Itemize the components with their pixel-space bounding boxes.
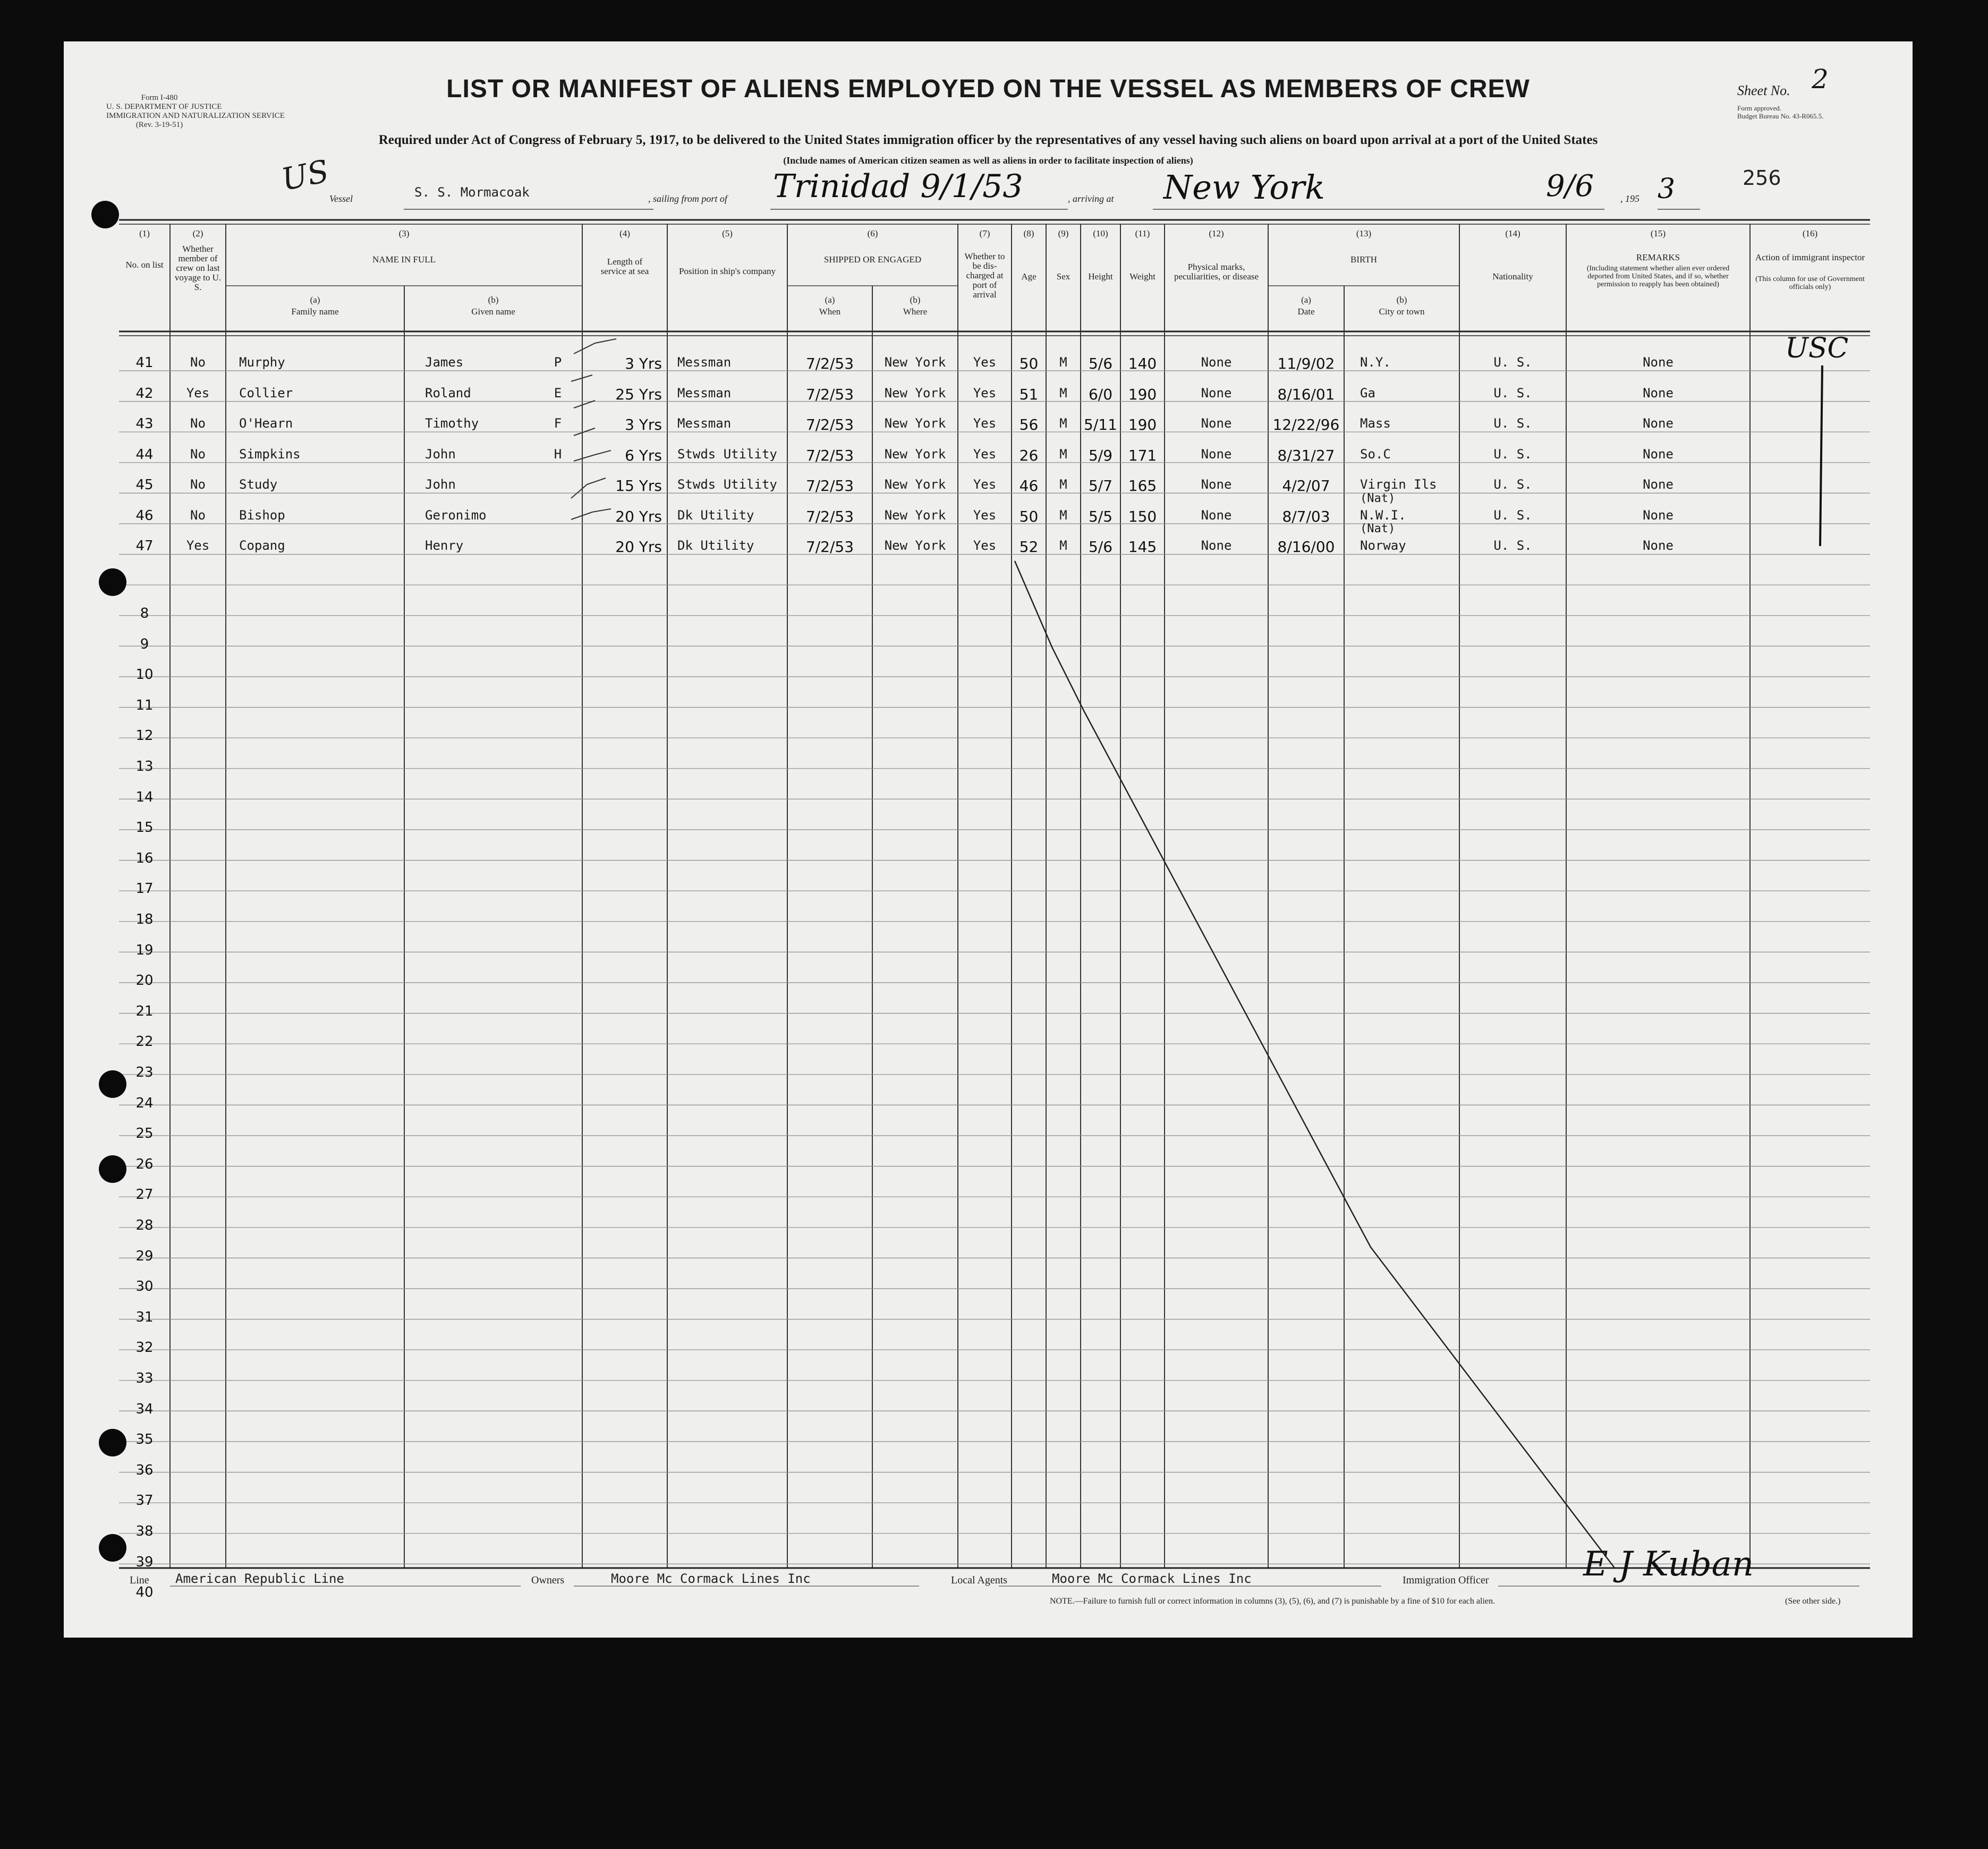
col-num-14: (14) bbox=[1505, 228, 1520, 238]
discharged-cell: Yes bbox=[973, 416, 997, 431]
family-name-cell: Bishop bbox=[239, 507, 285, 523]
given-name-cell: Henry bbox=[425, 538, 464, 553]
year-digit: 3 bbox=[1658, 173, 1676, 205]
row-number: 36 bbox=[135, 1462, 154, 1478]
vessel-label: Vessel bbox=[329, 193, 353, 204]
birth-city-cell: Norway bbox=[1360, 538, 1406, 553]
age-cell: 52 bbox=[1019, 538, 1039, 556]
height-cell: 6/0 bbox=[1088, 385, 1113, 403]
weight-cell: 150 bbox=[1128, 507, 1157, 525]
row-number: 25 bbox=[135, 1126, 154, 1142]
header-action-note: (This column for use of Government officials only) bbox=[1755, 275, 1865, 291]
stamp-number: 256 bbox=[1743, 166, 1781, 190]
footer-line-label: Line bbox=[130, 1574, 149, 1586]
header-nationality: Nationality bbox=[1492, 271, 1533, 282]
footer-see-other: (See other side.) bbox=[1785, 1597, 1841, 1606]
age-cell: 51 bbox=[1019, 385, 1039, 403]
footer-owners-label: Owners bbox=[531, 1574, 565, 1586]
birth-city-cell: So.C bbox=[1360, 446, 1391, 462]
row-number: 16 bbox=[135, 850, 154, 866]
age-cell: 50 bbox=[1019, 355, 1039, 372]
nationality-cell: U. S. bbox=[1493, 507, 1532, 523]
nat-note: (Nat) bbox=[1360, 491, 1396, 505]
age-cell: 56 bbox=[1019, 416, 1039, 433]
binder-hole bbox=[99, 1155, 126, 1183]
footer-note: NOTE.—Failure to furnish full or correct information in columns (3), (5), (6), and (7) is punishable by a fine of $10 for each alien. bbox=[1050, 1597, 1495, 1606]
row-number: 39 bbox=[135, 1554, 154, 1570]
row-number: 21 bbox=[135, 1003, 154, 1019]
row-number: 14 bbox=[135, 789, 154, 805]
header-family-name: Family name bbox=[291, 306, 339, 317]
row-number: 8 bbox=[140, 606, 149, 621]
position-cell: Stwds Utility bbox=[677, 446, 777, 462]
where-cell: New York bbox=[884, 355, 946, 370]
col-num-6: (6) bbox=[867, 228, 878, 238]
row-number: 13 bbox=[135, 759, 154, 774]
footer-agents-value: Moore Mc Cormack Lines Inc bbox=[1052, 1571, 1252, 1586]
header-birth-date-a: (a) bbox=[1301, 295, 1311, 305]
arriving-at: New York bbox=[1163, 168, 1325, 207]
arrival-date: 9/6 bbox=[1546, 169, 1594, 203]
member-cell: No bbox=[190, 446, 206, 462]
header-birth-city-b: (b) bbox=[1396, 295, 1407, 305]
birth-city-cell: N.Y. bbox=[1360, 355, 1391, 370]
remarks-cell: None bbox=[1643, 416, 1673, 431]
when-cell: 7/2/53 bbox=[805, 507, 854, 525]
remarks-cell: None bbox=[1643, 507, 1673, 523]
given-name-cell: John bbox=[425, 446, 456, 462]
when-cell: 7/2/53 bbox=[805, 416, 854, 433]
row-number: 17 bbox=[135, 881, 154, 897]
given-name-cell: James bbox=[425, 355, 464, 370]
service-cell: 25 Yrs bbox=[615, 385, 662, 403]
header-physical: Physical marks, peculiarities, or disease bbox=[1174, 262, 1259, 282]
row-number: 28 bbox=[135, 1217, 154, 1233]
height-cell: 5/9 bbox=[1088, 446, 1113, 464]
family-name-cell: Study bbox=[239, 477, 278, 492]
header-discharged: Whether to be dis-charged at port of arrival bbox=[964, 251, 1005, 300]
service-cell: 15 Yrs bbox=[615, 477, 662, 495]
page-title: LIST OR MANIFEST OF ALIENS EMPLOYED ON THE VESSEL AS MEMBERS OF CREW bbox=[446, 75, 1530, 103]
age-cell: 46 bbox=[1019, 477, 1039, 495]
initial-cell: F bbox=[554, 416, 562, 431]
member-cell: No bbox=[190, 416, 206, 431]
col-num-16: (16) bbox=[1802, 228, 1818, 238]
sex-cell: M bbox=[1059, 355, 1067, 370]
sex-cell: M bbox=[1059, 416, 1067, 431]
cancel-line bbox=[1015, 561, 1615, 1569]
birth-city-cell: N.W.I. bbox=[1360, 507, 1406, 523]
member-cell: Yes bbox=[186, 538, 210, 553]
col-num-5: (5) bbox=[722, 228, 733, 238]
where-cell: New York bbox=[884, 385, 946, 401]
initial-cell: E bbox=[554, 385, 562, 401]
service-cell: 20 Yrs bbox=[615, 507, 662, 525]
header-remarks-note: (Including statement whether alien ever ordered deported from United States, and if so, whether permission to reapply has been obtained) bbox=[1586, 265, 1730, 288]
row-number: 24 bbox=[135, 1095, 154, 1111]
header-family-a: (a) bbox=[310, 295, 320, 305]
requirement-text: Required under Act of Congress of February 5, 1917, to be delivered to the United States immigration officer by the representatives of any vessel having such aliens on board upon arrival at a port of the United States bbox=[378, 133, 1598, 147]
row-number: 47 bbox=[135, 538, 154, 554]
row-number: 35 bbox=[135, 1432, 154, 1448]
row-number: 12 bbox=[135, 728, 154, 744]
row-number: 23 bbox=[135, 1064, 154, 1080]
height-cell: 5/5 bbox=[1088, 507, 1113, 525]
sailing-from: Trinidad 9/1/53 bbox=[773, 168, 1023, 205]
vessel-handwritten-mark: US bbox=[278, 152, 332, 198]
binder-hole bbox=[99, 1534, 126, 1562]
family-name-cell: Murphy bbox=[239, 355, 285, 370]
manifest-sheet bbox=[64, 41, 1913, 1638]
birth-city-cell: Virgin Ils bbox=[1360, 477, 1437, 492]
physical-cell: None bbox=[1201, 385, 1232, 401]
header-shipped: SHIPPED OR ENGAGED bbox=[823, 254, 922, 265]
age-cell: 26 bbox=[1019, 446, 1039, 464]
remarks-cell: None bbox=[1643, 446, 1673, 462]
header-when: When bbox=[819, 306, 841, 317]
header-weight: Weight bbox=[1129, 271, 1156, 282]
birth-date-cell: 8/31/27 bbox=[1277, 446, 1335, 464]
weight-cell: 190 bbox=[1128, 416, 1157, 433]
nat-note: (Nat) bbox=[1360, 522, 1396, 535]
row-number: 45 bbox=[135, 477, 154, 493]
birth-city-cell: Ga bbox=[1360, 385, 1375, 401]
header-no-on-list: No. on list bbox=[125, 260, 164, 270]
nationality-cell: U. S. bbox=[1493, 416, 1532, 431]
header-birth-date: Date bbox=[1297, 306, 1315, 317]
given-name-cell: Roland bbox=[425, 385, 471, 401]
footer-agents-label: Local Agents bbox=[951, 1574, 1008, 1586]
physical-cell: None bbox=[1201, 416, 1232, 431]
header-given-b: (b) bbox=[488, 295, 499, 305]
when-cell: 7/2/53 bbox=[805, 477, 854, 495]
discharged-cell: Yes bbox=[973, 446, 997, 462]
position-cell: Messman bbox=[677, 385, 732, 401]
service-cell: 6 Yrs bbox=[625, 446, 662, 464]
row-number: 37 bbox=[135, 1493, 154, 1509]
binder-hole bbox=[91, 201, 119, 228]
header-given-name: Given name bbox=[471, 306, 515, 317]
include-note: (Include names of American citizen seamen as well as aliens in order to facilitate inspection of aliens) bbox=[783, 155, 1193, 166]
birth-city-cell: Mass bbox=[1360, 416, 1391, 431]
row-number: 27 bbox=[135, 1187, 154, 1203]
height-cell: 5/7 bbox=[1088, 477, 1113, 495]
when-cell: 7/2/53 bbox=[805, 355, 854, 372]
where-cell: New York bbox=[884, 538, 946, 553]
remarks-cell: None bbox=[1643, 538, 1673, 553]
header-action: Action of immigrant inspector bbox=[1755, 252, 1865, 262]
col-num-13: (13) bbox=[1356, 228, 1372, 238]
birth-date-cell: 4/2/07 bbox=[1282, 477, 1330, 495]
position-cell: Dk Utility bbox=[677, 538, 754, 553]
binder-hole bbox=[99, 568, 126, 596]
row-number: 10 bbox=[135, 667, 154, 683]
where-cell: New York bbox=[884, 477, 946, 492]
footer-owners-value: Moore Mc Cormack Lines Inc bbox=[611, 1571, 811, 1586]
where-cell: New York bbox=[884, 416, 946, 431]
birth-date-cell: 11/9/02 bbox=[1277, 355, 1335, 372]
header-position: Position in ship's company bbox=[678, 266, 776, 276]
header-length-service: Length of service at sea bbox=[600, 257, 649, 276]
col-num-1: (1) bbox=[139, 228, 150, 238]
member-cell: No bbox=[190, 355, 206, 370]
footer-officer-label: Immigration Officer bbox=[1403, 1574, 1489, 1586]
approval-note: Form approved. Budget Bureau No. 43-R065.5. bbox=[1737, 104, 1824, 120]
row-number: 46 bbox=[135, 507, 154, 524]
sex-cell: M bbox=[1059, 446, 1067, 462]
initial-cell: P bbox=[554, 355, 562, 370]
col-num-4: (4) bbox=[619, 228, 630, 238]
header-where-b: (b) bbox=[910, 295, 921, 305]
row-number: 15 bbox=[135, 820, 154, 836]
header-height: Height bbox=[1088, 271, 1113, 282]
height-cell: 5/6 bbox=[1088, 538, 1113, 556]
nationality-cell: U. S. bbox=[1493, 446, 1532, 462]
row-number: 42 bbox=[135, 385, 154, 402]
col-num-12: (12) bbox=[1209, 228, 1224, 238]
service-cell: 3 Yrs bbox=[625, 355, 662, 372]
member-cell: Yes bbox=[186, 385, 210, 401]
sheet-number: 2 bbox=[1812, 64, 1829, 95]
row-number: 31 bbox=[135, 1309, 154, 1325]
row-number: 9 bbox=[140, 636, 149, 652]
weight-cell: 190 bbox=[1128, 385, 1157, 403]
row-number: 11 bbox=[135, 697, 154, 713]
given-name-cell: John bbox=[425, 477, 456, 492]
service-cell: 20 Yrs bbox=[615, 538, 662, 556]
birth-date-cell: 8/7/03 bbox=[1282, 507, 1330, 525]
physical-cell: None bbox=[1201, 355, 1232, 370]
remarks-cell: None bbox=[1643, 355, 1673, 370]
header-birth-city: City or town bbox=[1379, 306, 1425, 317]
age-cell: 50 bbox=[1019, 507, 1039, 525]
service-cell: 3 Yrs bbox=[625, 416, 662, 433]
row-number: 41 bbox=[135, 355, 154, 371]
position-cell: Dk Utility bbox=[677, 507, 754, 523]
weight-cell: 145 bbox=[1128, 538, 1157, 556]
when-cell: 7/2/53 bbox=[805, 446, 854, 464]
col-num-9: (9) bbox=[1058, 228, 1069, 238]
row-number: 19 bbox=[135, 942, 154, 958]
binder-hole bbox=[99, 1429, 126, 1456]
row-number: 22 bbox=[135, 1034, 154, 1050]
row-number: 43 bbox=[135, 416, 154, 432]
discharged-cell: Yes bbox=[973, 477, 997, 492]
weight-cell: 165 bbox=[1128, 477, 1157, 495]
row-number: 32 bbox=[135, 1340, 154, 1356]
row-number: 33 bbox=[135, 1370, 154, 1386]
row-number: 44 bbox=[135, 446, 154, 463]
officer-signature: E J Kuban bbox=[1583, 1545, 1754, 1584]
given-name-cell: Geronimo bbox=[425, 507, 487, 523]
physical-cell: None bbox=[1201, 507, 1232, 523]
footer-line-value: American Republic Line bbox=[175, 1571, 344, 1586]
form-identifier: Form I-480 U. S. DEPARTMENT OF JUSTICE IMMIGRATION AND NATURALIZATION SERVICE (Rev. 3-19-51) bbox=[106, 93, 285, 129]
row-number: 26 bbox=[135, 1156, 154, 1172]
sex-cell: M bbox=[1059, 538, 1067, 553]
position-cell: Stwds Utility bbox=[677, 477, 777, 492]
row-number: 38 bbox=[135, 1523, 154, 1539]
position-cell: Messman bbox=[677, 355, 732, 370]
remarks-cell: None bbox=[1643, 477, 1673, 492]
weight-cell: 140 bbox=[1128, 355, 1157, 372]
nationality-cell: U. S. bbox=[1493, 477, 1532, 492]
sheet-label: Sheet No. bbox=[1737, 83, 1790, 98]
year-prefix: , 195 bbox=[1620, 193, 1639, 204]
remarks-cell: None bbox=[1643, 385, 1673, 401]
arriving-label: , arriving at bbox=[1068, 193, 1114, 204]
birth-date-cell: 8/16/00 bbox=[1277, 538, 1335, 556]
header-where: Where bbox=[903, 306, 928, 317]
discharged-cell: Yes bbox=[973, 538, 997, 553]
position-cell: Messman bbox=[677, 416, 732, 431]
nationality-cell: U. S. bbox=[1493, 538, 1532, 553]
row-number: 29 bbox=[135, 1248, 154, 1264]
discharged-cell: Yes bbox=[973, 385, 997, 401]
discharged-cell: Yes bbox=[973, 355, 997, 370]
col-num-3: (3) bbox=[398, 228, 410, 238]
family-name-cell: Simpkins bbox=[239, 446, 301, 462]
inspector-mark: USC bbox=[1785, 333, 1849, 364]
height-cell: 5/11 bbox=[1084, 416, 1117, 433]
row-number: 34 bbox=[135, 1401, 154, 1417]
member-cell: No bbox=[190, 507, 206, 523]
header-name-in-full: NAME IN FULL bbox=[372, 254, 436, 265]
birth-date-cell: 12/22/96 bbox=[1272, 416, 1340, 433]
where-cell: New York bbox=[884, 507, 946, 523]
family-name-cell: Collier bbox=[239, 385, 293, 401]
row-number: 20 bbox=[135, 973, 154, 989]
header-birth: BIRTH bbox=[1350, 254, 1377, 265]
when-cell: 7/2/53 bbox=[805, 538, 854, 556]
physical-cell: None bbox=[1201, 538, 1232, 553]
vessel-name: S. S. Mormacoak bbox=[414, 185, 530, 200]
row-number: 18 bbox=[135, 911, 154, 927]
col-num-8: (8) bbox=[1023, 228, 1034, 238]
header-sex: Sex bbox=[1056, 271, 1071, 282]
sex-cell: M bbox=[1059, 507, 1067, 523]
col-num-11: (11) bbox=[1135, 228, 1150, 238]
sex-cell: M bbox=[1059, 385, 1067, 401]
nationality-cell: U. S. bbox=[1493, 385, 1532, 401]
row-number: 40 bbox=[135, 1584, 154, 1601]
weight-cell: 171 bbox=[1128, 446, 1157, 464]
nationality-cell: U. S. bbox=[1493, 355, 1532, 370]
when-cell: 7/2/53 bbox=[805, 385, 854, 403]
member-cell: No bbox=[190, 477, 206, 492]
header-whether-member: Whether member of crew on last voyage to U. S. bbox=[174, 244, 222, 292]
physical-cell: None bbox=[1201, 446, 1232, 462]
row-number: 30 bbox=[135, 1279, 154, 1295]
header-remarks: REMARKS bbox=[1636, 252, 1680, 262]
given-name-cell: Timothy bbox=[425, 416, 479, 431]
sex-cell: M bbox=[1059, 477, 1067, 492]
col-num-15: (15) bbox=[1650, 228, 1666, 238]
header-when-a: (a) bbox=[825, 295, 835, 305]
birth-date-cell: 8/16/01 bbox=[1277, 385, 1335, 403]
height-cell: 5/6 bbox=[1088, 355, 1113, 372]
where-cell: New York bbox=[884, 446, 946, 462]
discharged-cell: Yes bbox=[973, 507, 997, 523]
initial-cell: H bbox=[554, 446, 562, 462]
header-age: Age bbox=[1021, 271, 1037, 282]
family-name-cell: O'Hearn bbox=[239, 416, 293, 431]
binder-hole bbox=[99, 1070, 126, 1098]
col-num-7: (7) bbox=[979, 228, 990, 238]
col-num-10: (10) bbox=[1093, 228, 1108, 238]
col-num-2: (2) bbox=[192, 228, 203, 238]
inspector-bracket bbox=[1820, 365, 1822, 546]
physical-cell: None bbox=[1201, 477, 1232, 492]
family-name-cell: Copang bbox=[239, 538, 285, 553]
sailing-label: , sailing from port of bbox=[648, 193, 727, 204]
